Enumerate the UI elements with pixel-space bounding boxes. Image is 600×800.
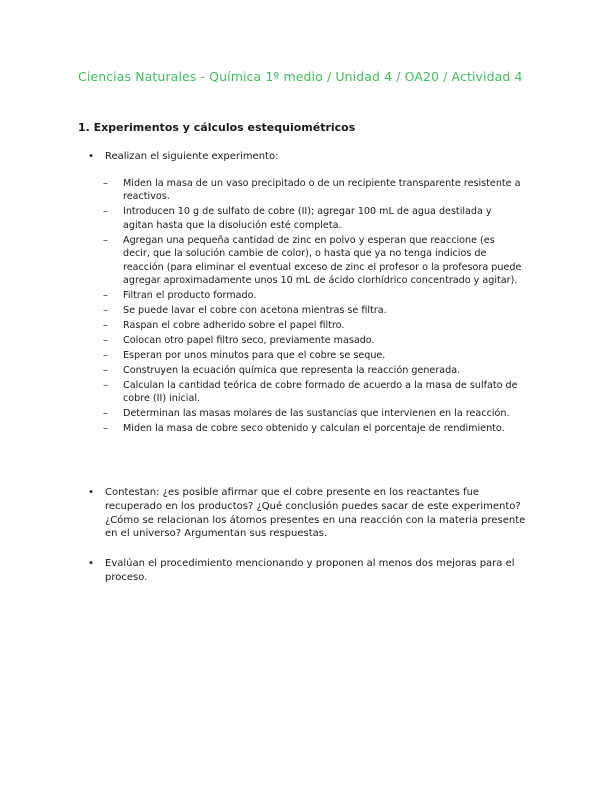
dash-icon: –	[103, 206, 108, 218]
step-text: Se puede lavar el cobre con acetona mientras se filtra.	[123, 305, 387, 317]
step-text: Filtran el producto formado.	[123, 290, 257, 302]
dash-icon: –	[103, 178, 108, 189]
dash-icon: –	[103, 380, 108, 392]
dash-icon: –	[103, 234, 108, 246]
dash-icon: –	[103, 350, 108, 362]
step-text: Determinan las masas molares de las sustancias que intervienen en la reacción.	[123, 408, 510, 420]
step-text: Miden la masa de un vaso precipitado o de un recipiente transparente resistente a reactivos.	[123, 178, 521, 203]
dash-icon: –	[103, 305, 108, 317]
bullet-icon: •	[88, 558, 94, 569]
step-text: Introducen 10 g de sulfato de cobre (II); agregar 100 mL de agua destilada y agitan hasta que la disolución esté completa.	[123, 206, 492, 231]
step-text: Colocan otro papel filtro seco, previamente masado.	[123, 335, 375, 347]
step-item	[103, 349, 523, 362]
step-item	[103, 234, 523, 288]
step-text: Raspan el cobre adherido sobre el papel filtro.	[123, 320, 345, 332]
step-item	[103, 364, 523, 377]
dash-icon: –	[103, 290, 108, 302]
step-text: Calculan la cantidad teórica de cobre formado de acuerdo a la masa de sulfato de cobre (II) inicial.	[123, 380, 518, 405]
step-item	[103, 289, 523, 302]
step-text: Esperan por unos minutos para que el cobre se seque.	[123, 350, 386, 362]
dash-icon: –	[103, 423, 108, 435]
step-text: Construyen la ecuación química que representa la reacción generada.	[123, 365, 461, 377]
dash-icon: –	[103, 408, 108, 420]
bullet-item-experiment	[88, 150, 528, 164]
bullet-item-evaluation	[88, 557, 528, 585]
step-text: Miden la masa de cobre seco obtenido y calculan el porcentaje de rendimiento.	[123, 423, 505, 435]
dash-icon: –	[103, 335, 108, 347]
step-item	[103, 304, 523, 317]
bullet-icon: •	[88, 487, 94, 498]
bullet-item-questions	[88, 486, 528, 541]
bullet-icon: •	[88, 151, 94, 162]
dash-icon: –	[103, 365, 108, 377]
step-item	[103, 422, 523, 435]
step-item	[103, 407, 523, 420]
bullet-text: Evalúan el procedimiento mencionando y proponen al menos dos mejoras para el proceso.	[105, 558, 515, 583]
step-item	[103, 334, 523, 347]
breadcrumb-header: Ciencias Naturales - Química 1º medio / Unidad 4 / OA20 / Actividad 4	[78, 69, 523, 84]
experiment-steps-list	[103, 177, 523, 437]
section-title: 1. Experimentos y cálculos estequiométricos	[78, 121, 356, 134]
step-item	[103, 379, 523, 406]
step-item	[103, 319, 523, 332]
step-item	[103, 177, 523, 204]
bullet-text: Contestan: ¿es posible afirmar que el cobre presente en los reactantes fue recuperado en los productos? ¿Qué conclusión puedes sacar de este experimento? ¿Cómo se relacionan los átomos presentes en una reacción con la materia presente en el universo? Argumentan sus respuestas.	[105, 487, 526, 540]
step-text: Agregan una pequeña cantidad de zinc en polvo y esperan que reaccione (es decir, que la solución cambie de color), o hasta que ya no tenga indicios de reacción (para eliminar el eventual exceso de zinc el profesor o la profesora puede agregar aproximadamente unos 10 mL de ácido clorhídrico concentrado y agitar).	[123, 234, 522, 287]
bullet-text: Realizan el siguiente experimento:	[105, 151, 279, 162]
step-item	[103, 205, 523, 232]
dash-icon: –	[103, 320, 108, 332]
